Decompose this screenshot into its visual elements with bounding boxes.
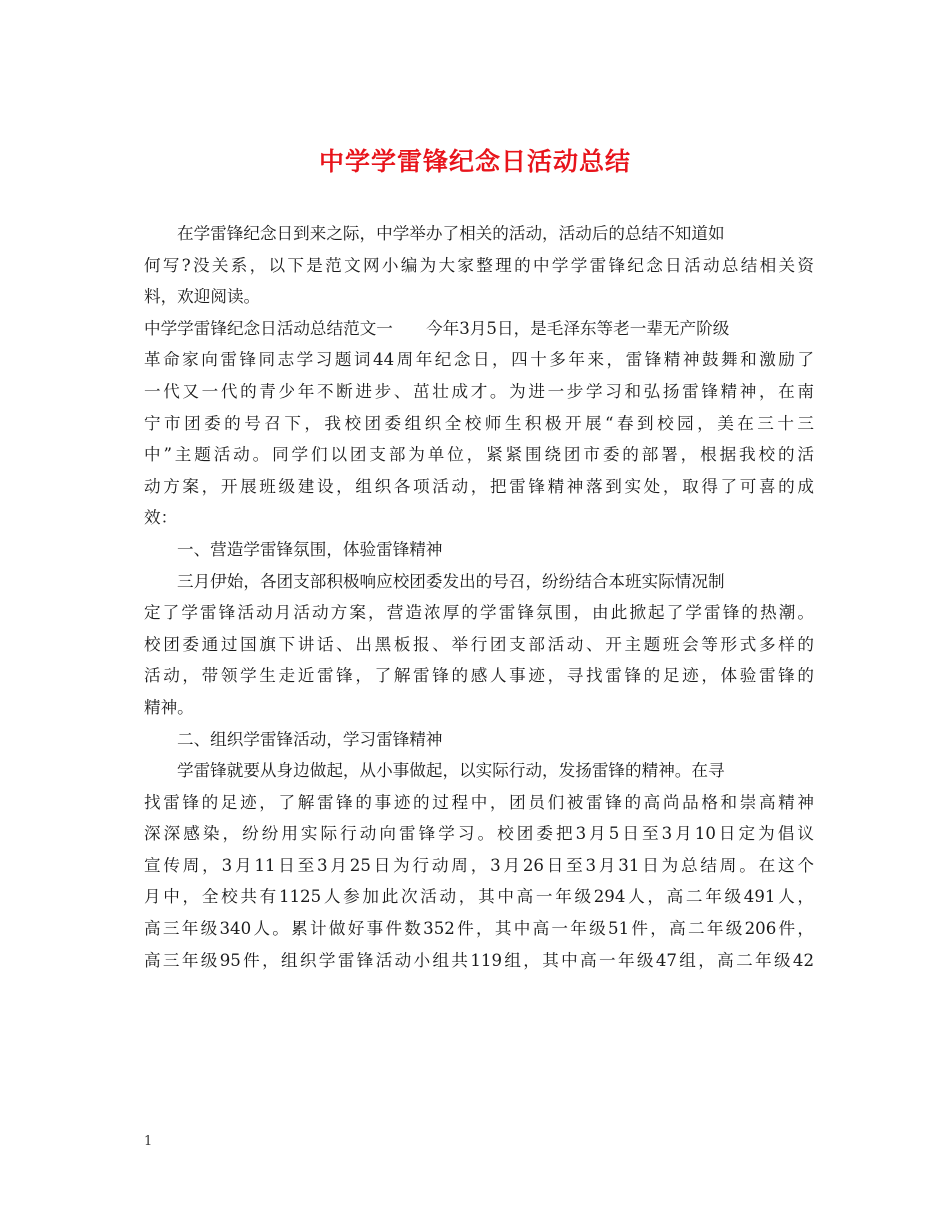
text-line: 月中，全校共有1125人参加此次活动，其中高一年级294人，高二年级491人， xyxy=(144,887,814,907)
text-line: 宁市团委的号召下，我校团委组织全校师生积极开展“春到校园，美在三十三 xyxy=(144,413,814,433)
page-number: 1 xyxy=(144,1134,153,1149)
text-line: 活动，带领学生走近雷锋，了解雷锋的感人事迹，寻找雷锋的足迹，体验雷锋的 xyxy=(144,666,814,686)
text-line: 定了学雷锋活动月活动方案，营造浓厚的学雷锋氛围，由此掀起了学雷锋的热潮。 xyxy=(144,603,814,623)
document-body xyxy=(144,218,814,976)
text-line: 高三年级340人。累计做好事件数352件，其中高一年级51件，高二年级206件， xyxy=(144,919,814,939)
section-heading: 二、组织学雷锋活动，学习雷锋精神 xyxy=(177,729,443,749)
text-line: 三月伊始，各团支部积极响应校团委发出的号召，纷纷结合本班实际情况制 xyxy=(177,571,725,591)
text-line: 精神。 xyxy=(144,697,194,717)
text-line: 效： xyxy=(144,508,178,528)
document-title: 中学学雷锋纪念日活动总结 xyxy=(318,147,631,176)
text-line: 料，欢迎阅读。 xyxy=(144,287,261,307)
text-line: 宣传周，3月11日至3月25日为行动周，3月26日至3月31日为总结周。在这个 xyxy=(144,855,814,875)
text-line: 中学学雷锋纪念日活动总结范文一 今年3月5日，是毛泽东等老一辈无产阶级 xyxy=(144,318,730,338)
text-line: 中”主题活动。同学们以团支部为单位，紧紧围绕团市委的部署，根据我校的活 xyxy=(144,445,814,465)
text-line: 一代又一代的青少年不断进步、茁壮成才。为进一步学习和弘扬雷锋精神，在南 xyxy=(144,381,814,401)
text-line: 何写?没关系，以下是范文网小编为大家整理的中学学雷锋纪念日活动总结相关资 xyxy=(144,255,814,275)
text-line: 学雷锋就要从身边做起，从小事做起，以实际行动，发扬雷锋的精神。在寻 xyxy=(177,761,725,781)
text-line: 革命家向雷锋同志学习题词44周年纪念日，四十多年来，雷锋精神鼓舞和激励了 xyxy=(144,350,814,370)
text-line: 校团委通过国旗下讲话、出黑板报、举行团支部活动、开主题班会等形式多样的 xyxy=(144,634,814,654)
text-line: 找雷锋的足迹，了解雷锋的事迹的过程中，团员们被雷锋的高尚品格和崇高精神 xyxy=(144,792,814,812)
text-line: 深深感染，纷纷用实际行动向雷锋学习。校团委把3月5日至3月10日定为倡议 xyxy=(144,824,814,844)
text-line: 动方案，开展班级建设，组织各项活动，把雷锋精神落到实处，取得了可喜的成 xyxy=(144,476,814,496)
text-line: 在学雷锋纪念日到来之际，中学举办了相关的活动，活动后的总结不知道如 xyxy=(177,224,725,243)
section-heading: 一、营造学雷锋氛围，体验雷锋精神 xyxy=(177,539,443,559)
text-line: 高三年级95件，组织学雷锋活动小组共119组，其中高一年级47组，高二年级42 xyxy=(144,950,814,970)
